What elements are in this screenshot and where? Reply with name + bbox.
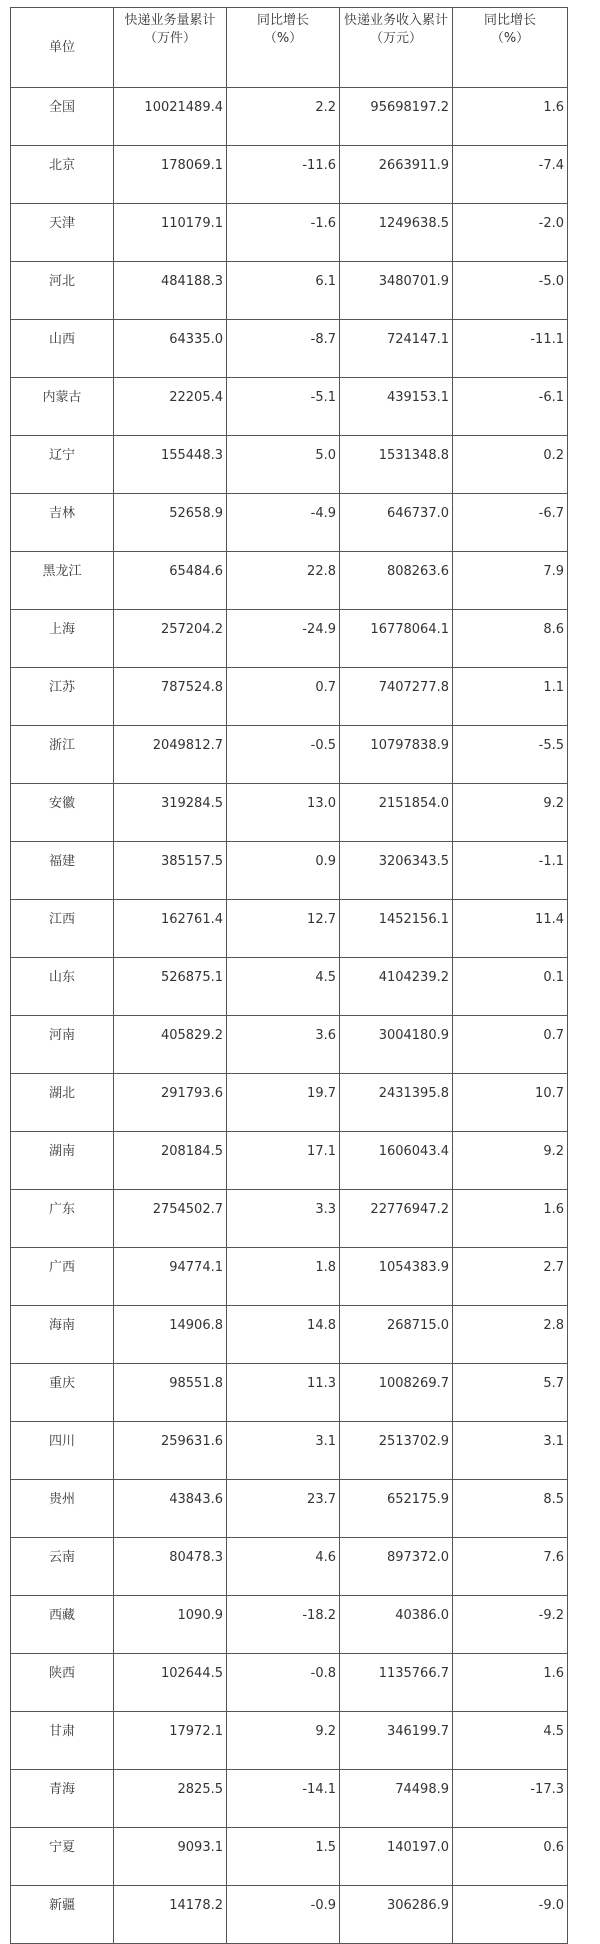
cell-region: 湖北 — [11, 1074, 114, 1132]
table-row — [11, 1074, 568, 1132]
cell-revenue: 1135766.7 — [340, 1654, 453, 1712]
cell-revenue: 1606043.4 — [340, 1132, 453, 1190]
cell-revenue-growth: -9.2 — [453, 1596, 568, 1654]
cell-region: 重庆 — [11, 1364, 114, 1422]
cell-region: 安徽 — [11, 784, 114, 842]
table-row — [11, 494, 568, 552]
cell-revenue: 40386.0 — [340, 1596, 453, 1654]
table-row — [11, 784, 568, 842]
cell-region: 河南 — [11, 1016, 114, 1074]
cell-revenue-growth: -6.7 — [453, 494, 568, 552]
table-row — [11, 1016, 568, 1074]
cell-region: 江西 — [11, 900, 114, 958]
cell-volume: 208184.5 — [114, 1132, 227, 1190]
cell-revenue: 2513702.9 — [340, 1422, 453, 1480]
cell-volume-growth: -14.1 — [227, 1770, 340, 1828]
cell-volume: 319284.5 — [114, 784, 227, 842]
cell-revenue: 74498.9 — [340, 1770, 453, 1828]
table-row — [11, 668, 568, 726]
cell-volume: 80478.3 — [114, 1538, 227, 1596]
cell-region: 西藏 — [11, 1596, 114, 1654]
cell-volume-growth: 3.1 — [227, 1422, 340, 1480]
cell-revenue-growth: -11.1 — [453, 320, 568, 378]
cell-volume: 110179.1 — [114, 204, 227, 262]
cell-volume-growth: 19.7 — [227, 1074, 340, 1132]
cell-revenue-growth: 8.6 — [453, 610, 568, 668]
table-row — [11, 204, 568, 262]
header-cell-revenue-growth — [453, 8, 568, 88]
cell-revenue: 439153.1 — [340, 378, 453, 436]
header-cell-volume-growth — [227, 8, 340, 88]
cell-revenue-growth: -7.4 — [453, 146, 568, 204]
cell-revenue-growth: -17.3 — [453, 1770, 568, 1828]
table-row — [11, 146, 568, 204]
cell-volume-growth: -1.6 — [227, 204, 340, 262]
cell-volume-growth: 3.3 — [227, 1190, 340, 1248]
cell-volume-growth: -0.9 — [227, 1886, 340, 1944]
cell-revenue-growth: 9.2 — [453, 1132, 568, 1190]
cell-revenue-growth: -9.0 — [453, 1886, 568, 1944]
cell-revenue: 808263.6 — [340, 552, 453, 610]
table-row — [11, 1538, 568, 1596]
cell-revenue-growth: 0.7 — [453, 1016, 568, 1074]
cell-volume-growth: -11.6 — [227, 146, 340, 204]
cell-volume: 2825.5 — [114, 1770, 227, 1828]
cell-region: 江苏 — [11, 668, 114, 726]
cell-revenue: 3004180.9 — [340, 1016, 453, 1074]
cell-region: 陕西 — [11, 1654, 114, 1712]
cell-revenue: 3480701.9 — [340, 262, 453, 320]
cell-revenue: 2431395.8 — [340, 1074, 453, 1132]
cell-revenue: 652175.9 — [340, 1480, 453, 1538]
cell-volume: 14178.2 — [114, 1886, 227, 1944]
cell-volume-growth: 2.2 — [227, 88, 340, 146]
table-row — [11, 436, 568, 494]
cell-revenue: 1054383.9 — [340, 1248, 453, 1306]
header-label: 快递业务收入累计 — [343, 13, 448, 28]
cell-volume: 259631.6 — [114, 1422, 227, 1480]
cell-region: 吉林 — [11, 494, 114, 552]
cell-revenue-growth: -2.0 — [453, 204, 568, 262]
header-label: 单位 — [48, 39, 75, 55]
table-row — [11, 320, 568, 378]
cell-revenue: 1452156.1 — [340, 900, 453, 958]
cell-region: 青海 — [11, 1770, 114, 1828]
cell-region: 河北 — [11, 262, 114, 320]
table-row — [11, 1654, 568, 1712]
cell-region: 广东 — [11, 1190, 114, 1248]
cell-revenue: 346199.7 — [340, 1712, 453, 1770]
cell-volume: 65484.6 — [114, 552, 227, 610]
cell-revenue-growth: 0.6 — [453, 1828, 568, 1886]
cell-volume: 43843.6 — [114, 1480, 227, 1538]
cell-volume-growth: -8.7 — [227, 320, 340, 378]
table-row — [11, 1190, 568, 1248]
cell-revenue: 22776947.2 — [340, 1190, 453, 1248]
cell-volume: 10021489.4 — [114, 88, 227, 146]
cell-region: 湖南 — [11, 1132, 114, 1190]
cell-region: 山西 — [11, 320, 114, 378]
cell-revenue-growth: 0.2 — [453, 436, 568, 494]
cell-region: 天津 — [11, 204, 114, 262]
header-unit: （万元） — [369, 31, 422, 46]
cell-revenue: 724147.1 — [340, 320, 453, 378]
cell-volume: 405829.2 — [114, 1016, 227, 1074]
cell-volume-growth: -5.1 — [227, 378, 340, 436]
table-row — [11, 378, 568, 436]
cell-region: 浙江 — [11, 726, 114, 784]
cell-revenue-growth: 1.6 — [453, 88, 568, 146]
table-row — [11, 958, 568, 1016]
cell-volume: 162761.4 — [114, 900, 227, 958]
cell-volume-growth: -0.5 — [227, 726, 340, 784]
cell-revenue-growth: 10.7 — [453, 1074, 568, 1132]
cell-region: 四川 — [11, 1422, 114, 1480]
cell-volume: 102644.5 — [114, 1654, 227, 1712]
cell-volume-growth: -4.9 — [227, 494, 340, 552]
header-unit: （%） — [263, 31, 303, 46]
cell-volume: 98551.8 — [114, 1364, 227, 1422]
cell-volume-growth: 9.2 — [227, 1712, 340, 1770]
cell-volume-growth: 1.5 — [227, 1828, 340, 1886]
table-row — [11, 88, 568, 146]
table-row — [11, 1132, 568, 1190]
table-row — [11, 1248, 568, 1306]
cell-volume: 94774.1 — [114, 1248, 227, 1306]
cell-volume-growth: -18.2 — [227, 1596, 340, 1654]
cell-revenue-growth: 2.8 — [453, 1306, 568, 1364]
cell-revenue: 306286.9 — [340, 1886, 453, 1944]
cell-volume-growth: 14.8 — [227, 1306, 340, 1364]
cell-revenue: 95698197.2 — [340, 88, 453, 146]
cell-volume: 2754502.7 — [114, 1190, 227, 1248]
cell-region: 北京 — [11, 146, 114, 204]
header-cell-revenue — [340, 8, 453, 88]
header-cell-volume — [114, 8, 227, 88]
table-row — [11, 1596, 568, 1654]
cell-revenue: 7407277.8 — [340, 668, 453, 726]
cell-revenue: 897372.0 — [340, 1538, 453, 1596]
cell-volume: 291793.6 — [114, 1074, 227, 1132]
cell-volume: 257204.2 — [114, 610, 227, 668]
table-row — [11, 1306, 568, 1364]
cell-revenue: 16778064.1 — [340, 610, 453, 668]
cell-region: 内蒙古 — [11, 378, 114, 436]
cell-volume: 17972.1 — [114, 1712, 227, 1770]
table-row — [11, 552, 568, 610]
table-row — [11, 900, 568, 958]
cell-revenue: 268715.0 — [340, 1306, 453, 1364]
cell-volume: 178069.1 — [114, 146, 227, 204]
table-row — [11, 262, 568, 320]
cell-region: 海南 — [11, 1306, 114, 1364]
cell-volume-growth: 4.5 — [227, 958, 340, 1016]
header-unit: （%） — [490, 31, 530, 46]
cell-region: 贵州 — [11, 1480, 114, 1538]
table-row — [11, 1480, 568, 1538]
cell-region: 上海 — [11, 610, 114, 668]
cell-revenue-growth: 5.7 — [453, 1364, 568, 1422]
cell-revenue: 1249638.5 — [340, 204, 453, 262]
cell-revenue: 1008269.7 — [340, 1364, 453, 1422]
cell-revenue-growth: 3.1 — [453, 1422, 568, 1480]
cell-revenue: 2151854.0 — [340, 784, 453, 842]
cell-region: 辽宁 — [11, 436, 114, 494]
cell-volume: 64335.0 — [114, 320, 227, 378]
cell-volume-growth: -24.9 — [227, 610, 340, 668]
cell-volume-growth: 5.0 — [227, 436, 340, 494]
cell-volume-growth: 22.8 — [227, 552, 340, 610]
cell-revenue: 3206343.5 — [340, 842, 453, 900]
cell-volume: 1090.9 — [114, 1596, 227, 1654]
cell-revenue: 4104239.2 — [340, 958, 453, 1016]
cell-revenue-growth: 7.6 — [453, 1538, 568, 1596]
cell-region: 黑龙江 — [11, 552, 114, 610]
table-row — [11, 1770, 568, 1828]
cell-revenue-growth: 7.9 — [453, 552, 568, 610]
cell-volume: 787524.8 — [114, 668, 227, 726]
cell-revenue: 140197.0 — [340, 1828, 453, 1886]
cell-region: 广西 — [11, 1248, 114, 1306]
cell-revenue-growth: 1.1 — [453, 668, 568, 726]
cell-revenue-growth: 1.6 — [453, 1654, 568, 1712]
cell-volume-growth: 1.8 — [227, 1248, 340, 1306]
cell-volume-growth: 23.7 — [227, 1480, 340, 1538]
cell-volume: 22205.4 — [114, 378, 227, 436]
header-unit: （万件） — [143, 31, 196, 46]
header-label: 同比增长 — [256, 13, 309, 28]
cell-revenue-growth: 9.2 — [453, 784, 568, 842]
cell-revenue-growth: -5.0 — [453, 262, 568, 320]
cell-volume-growth: 3.6 — [227, 1016, 340, 1074]
cell-region: 新疆 — [11, 1886, 114, 1944]
cell-volume: 385157.5 — [114, 842, 227, 900]
cell-revenue-growth: 0.1 — [453, 958, 568, 1016]
cell-region: 山东 — [11, 958, 114, 1016]
cell-revenue-growth: 4.5 — [453, 1712, 568, 1770]
header-label: 快递业务量累计 — [124, 13, 216, 28]
table-header-row — [11, 8, 568, 88]
cell-volume: 2049812.7 — [114, 726, 227, 784]
cell-revenue: 1531348.8 — [340, 436, 453, 494]
cell-volume: 155448.3 — [114, 436, 227, 494]
table-row — [11, 1364, 568, 1422]
express-stats-table — [10, 7, 568, 1944]
cell-revenue: 10797838.9 — [340, 726, 453, 784]
cell-region: 福建 — [11, 842, 114, 900]
table-row — [11, 1712, 568, 1770]
cell-volume: 14906.8 — [114, 1306, 227, 1364]
cell-revenue-growth: 11.4 — [453, 900, 568, 958]
cell-volume-growth: 11.3 — [227, 1364, 340, 1422]
header-cell-unit — [11, 8, 114, 88]
cell-volume: 484188.3 — [114, 262, 227, 320]
table-row — [11, 610, 568, 668]
cell-revenue-growth: 1.6 — [453, 1190, 568, 1248]
cell-volume: 52658.9 — [114, 494, 227, 552]
cell-volume-growth: 0.7 — [227, 668, 340, 726]
table-container — [10, 7, 568, 1944]
cell-volume-growth: 4.6 — [227, 1538, 340, 1596]
cell-volume-growth: 17.1 — [227, 1132, 340, 1190]
cell-region: 云南 — [11, 1538, 114, 1596]
table-row — [11, 1422, 568, 1480]
cell-region: 宁夏 — [11, 1828, 114, 1886]
cell-revenue-growth: -5.5 — [453, 726, 568, 784]
table-row — [11, 1886, 568, 1944]
header-label: 同比增长 — [483, 13, 536, 28]
cell-volume-growth: 13.0 — [227, 784, 340, 842]
cell-region: 全国 — [11, 88, 114, 146]
cell-revenue-growth: 2.7 — [453, 1248, 568, 1306]
cell-volume: 9093.1 — [114, 1828, 227, 1886]
cell-volume-growth: 6.1 — [227, 262, 340, 320]
cell-volume-growth: 12.7 — [227, 900, 340, 958]
table-row — [11, 842, 568, 900]
cell-volume-growth: -0.8 — [227, 1654, 340, 1712]
table-row — [11, 1828, 568, 1886]
cell-revenue: 646737.0 — [340, 494, 453, 552]
cell-volume: 526875.1 — [114, 958, 227, 1016]
table-row — [11, 726, 568, 784]
cell-region: 甘肃 — [11, 1712, 114, 1770]
cell-revenue: 2663911.9 — [340, 146, 453, 204]
cell-revenue-growth: -6.1 — [453, 378, 568, 436]
cell-revenue-growth: 8.5 — [453, 1480, 568, 1538]
cell-volume-growth: 0.9 — [227, 842, 340, 900]
cell-revenue-growth: -1.1 — [453, 842, 568, 900]
